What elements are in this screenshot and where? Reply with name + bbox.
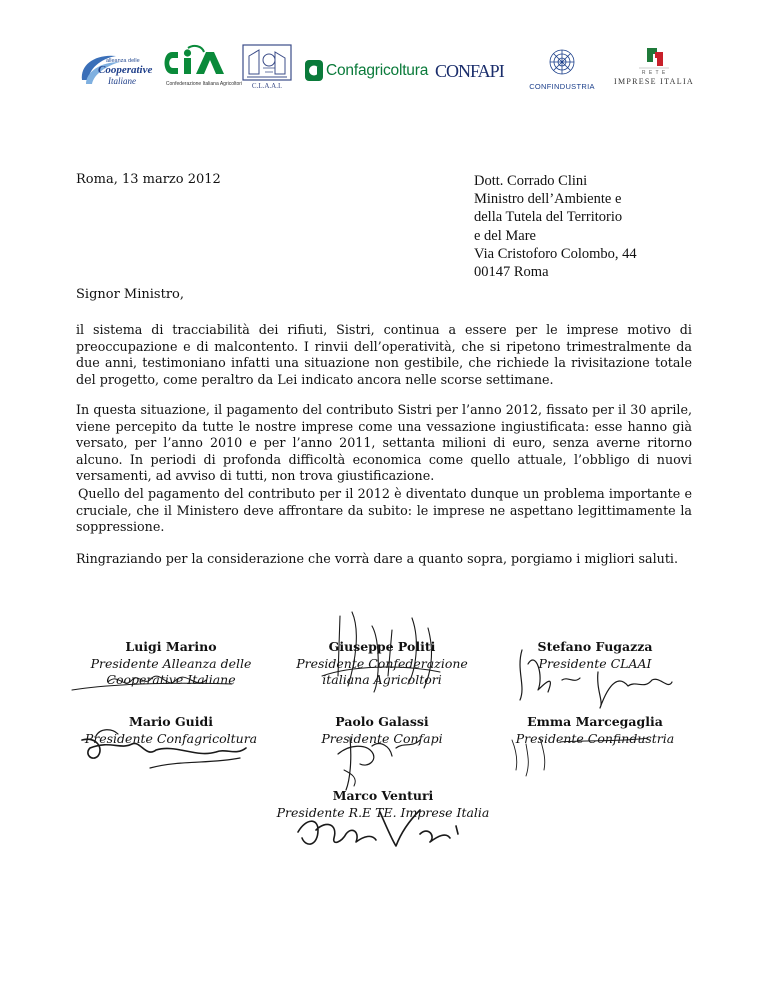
rete-imprese-italia-logo <box>613 44 695 100</box>
signatory-role: Presidente Confindustria <box>515 730 675 746</box>
signatory-name: Giuseppe Politi <box>328 639 436 654</box>
signatory-name: Marco Venturi <box>332 788 434 803</box>
recipient-line: 00147 Roma <box>474 264 549 281</box>
signatory-name: Emma Marcegaglia <box>527 714 663 729</box>
confindustria-label: CONFINDUSTRIA <box>529 82 595 91</box>
signatory-name: Paolo Galassi <box>335 714 429 729</box>
cia-logo <box>158 44 250 100</box>
acoop-line2: Cooperative <box>98 64 153 76</box>
rete-small-label: R E T E <box>641 70 667 76</box>
signatory-marco-venturi <box>266 788 500 821</box>
recipient-line: Dott. Corrado Clini <box>474 173 588 189</box>
claai-label: C.L.A.A.I. <box>251 82 283 90</box>
acoop-line3: Italiane <box>108 76 136 86</box>
confagricoltura-logo <box>304 58 429 84</box>
signatory-name: Luigi Marino <box>125 639 217 654</box>
signatory-paolo-galassi <box>282 714 482 747</box>
confagricoltura-label: Confagricoltura <box>326 62 429 79</box>
signatory-role: Presidente R.E TE. Imprese Italia <box>276 804 490 820</box>
signatory-role: Presidente Confagricoltura <box>84 730 258 746</box>
signatory-emma-marcegaglia <box>498 714 692 747</box>
alleanza-cooperative-logo <box>76 44 153 100</box>
body-paragraph-4: Ringraziando per la considerazione che vorrà dare a quanto sopra, porgiamo i migliori saluti. <box>76 551 679 566</box>
signatory-giuseppe-politi <box>282 639 482 689</box>
body-paragraph-3: Quello del pagamento del contributo per il 2012 è diventato dunque un problema importante e cruciale, che il Ministero deve affrontare da subito: le imprese ne aspettano legittimamente la soppressione. <box>76 486 692 535</box>
signatory-role: Presidente Confederazione italiana Agricoltori <box>296 655 468 687</box>
cia-subtitle: Confederazione Italiana Agricoltori <box>165 81 243 87</box>
acoop-line1: alleanza delle <box>106 58 140 64</box>
recipient-line: e del Mare <box>474 227 536 244</box>
body-paragraph-1: il sistema di tracciabilità dei rifiuti, Sistri, continua a essere per le imprese motivo di preoccupazione e di malcontento. I rinvii dell’operatività, che si ripetono trimestralmente da due anni, testimoniano infatti una situazione non gestibile, che richiede la rivisitazione totale del progetto, come peraltro da Lei indicato ancora nelle scorse settimane. <box>76 322 692 387</box>
recipient-line: Ministro dell’Ambiente e <box>474 191 622 208</box>
signatory-role: Presidente Confapi <box>321 730 443 746</box>
signatory-role: Presidente Alleanza delle Cooperative Italiane <box>90 655 252 687</box>
salutation: Signor Ministro, <box>76 287 184 302</box>
signatory-stefano-fugazza <box>498 639 692 672</box>
confapi-logo <box>435 58 513 84</box>
confindustria-logo <box>527 44 597 100</box>
recipient-line: della Tutela del Territorio <box>474 209 623 226</box>
confapi-label: CONFAPI <box>435 61 504 81</box>
signatory-name: Stefano Fugazza <box>537 639 653 654</box>
signatory-name: Mario Guidi <box>129 714 213 729</box>
signatory-mario-guidi <box>76 714 266 747</box>
recipient-line: Via Cristoforo Colombo, 44 <box>474 245 637 262</box>
body-paragraph-2: In questa situazione, il pagamento del contributo Sistri per l’anno 2012, fissato per il 30 aprile, viene percepito da tutte le nostre imprese come una vessazione ingiustificata: esse hanno già versato, per l’anno 2010 e per l’anno 2011, settanta milioni di euro, senza averne ritorno alcuno. In periodi di profonda difficoltà economica come quello attuale, l’obbligo di nuovi versamenti, ad avviso di tutti, non trova giustificazione. <box>76 402 692 484</box>
signatory-role: Presidente CLAAI <box>538 655 652 671</box>
logo-header <box>76 44 696 100</box>
claai-logo <box>241 44 293 100</box>
recipient-address <box>474 172 637 281</box>
letter-date: Roma, 13 marzo 2012 <box>76 172 221 187</box>
signatory-luigi-marino <box>76 639 266 689</box>
rete-label: IMPRESE ITALIA <box>613 77 694 86</box>
